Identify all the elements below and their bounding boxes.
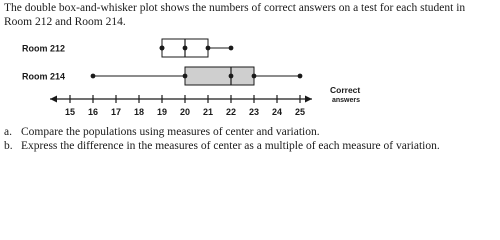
axis-title-line-2: answers bbox=[332, 97, 361, 104]
question-b-text: Express the difference in the measures of center as a multiple of each measure of variation. bbox=[21, 140, 440, 152]
axis-right-arrow bbox=[305, 96, 312, 103]
axis-tick-label: 17 bbox=[110, 107, 122, 117]
five-number-point bbox=[183, 46, 188, 51]
five-number-point bbox=[298, 74, 303, 79]
five-number-point bbox=[160, 46, 165, 51]
box-plot-rows bbox=[22, 39, 302, 85]
series-label: Room 212 bbox=[22, 43, 66, 54]
question-b bbox=[4, 139, 498, 153]
axis-tick-label: 20 bbox=[179, 107, 191, 117]
iqr-box bbox=[185, 67, 254, 85]
axis-tick-label: 21 bbox=[202, 107, 214, 117]
intro-text: The double box-and-whisker plot shows the numbers of correct answers on a test for each student in Room 212 and Room 214. bbox=[4, 2, 466, 28]
axis-tick-label: 22 bbox=[225, 107, 237, 117]
five-number-point bbox=[206, 46, 211, 51]
five-number-point bbox=[91, 74, 96, 79]
axis-title-line-1: Correct bbox=[330, 85, 361, 95]
number-line bbox=[50, 85, 360, 117]
axis-tick-label: 24 bbox=[271, 107, 283, 117]
question-b-letter: b. bbox=[4, 140, 13, 152]
question-a-letter: a. bbox=[4, 126, 12, 138]
axis-left-arrow bbox=[50, 96, 57, 103]
axis-tick-label: 23 bbox=[248, 107, 260, 117]
five-number-point bbox=[252, 74, 257, 79]
five-number-point bbox=[183, 74, 188, 79]
question-a bbox=[4, 125, 498, 139]
axis-tick-label: 15 bbox=[64, 107, 76, 117]
five-number-point bbox=[229, 74, 234, 79]
question-a-text: Compare the populations using measures of center and variation. bbox=[21, 126, 320, 138]
axis-tick-label: 25 bbox=[294, 107, 306, 117]
axis-tick-label: 19 bbox=[156, 107, 168, 117]
axis-tick-label: 18 bbox=[133, 107, 145, 117]
question-list bbox=[4, 125, 498, 153]
five-number-point bbox=[229, 46, 234, 51]
box-row-room-212 bbox=[22, 39, 233, 57]
series-label: Room 214 bbox=[22, 71, 66, 82]
axis-tick-label: 16 bbox=[87, 107, 99, 117]
box-row-room-214 bbox=[22, 67, 302, 85]
